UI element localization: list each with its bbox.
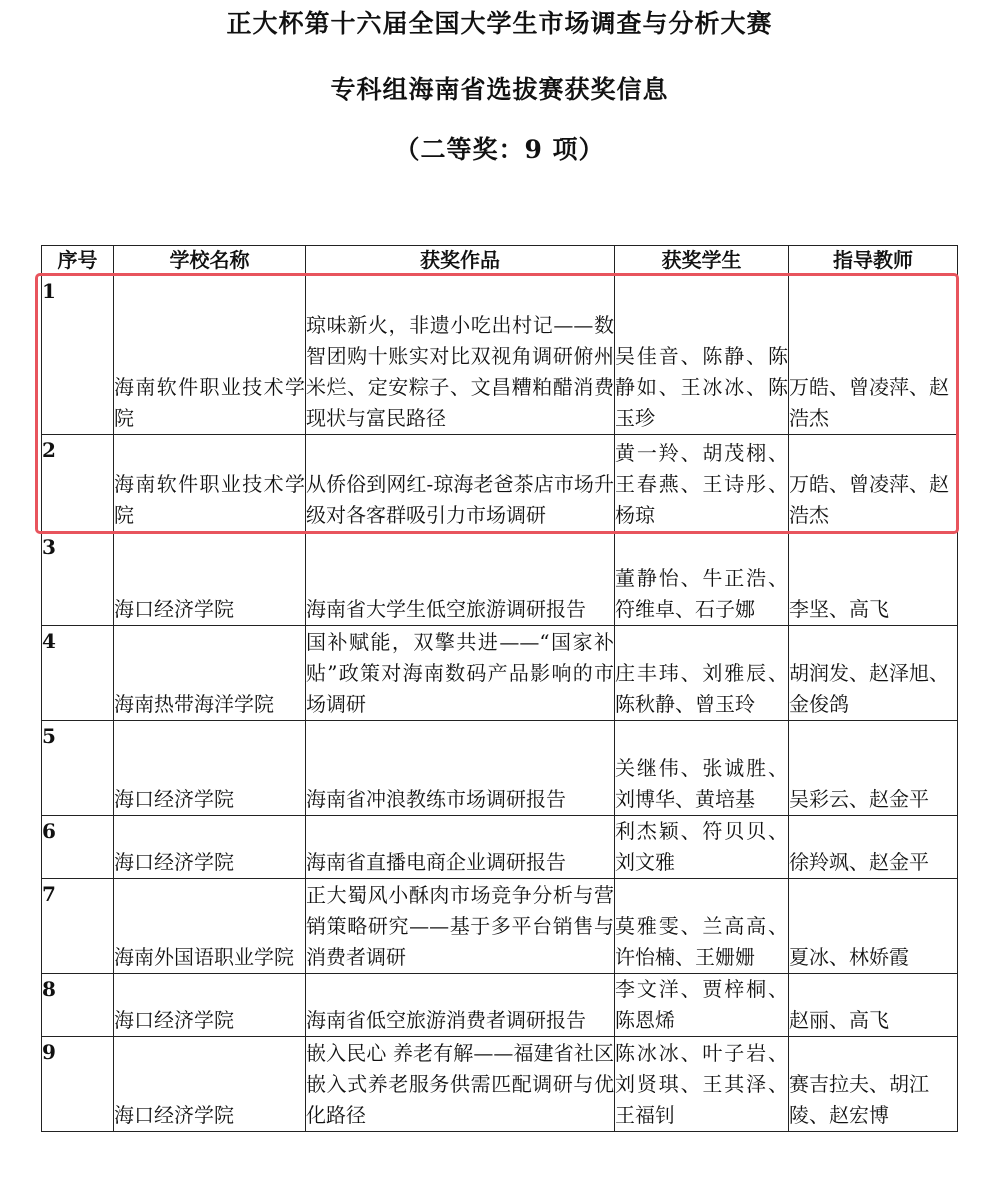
row-index: 4: [42, 626, 114, 721]
row-index: 9: [42, 1037, 114, 1132]
row-teachers: 万皓、曾凌萍、赵浩杰: [789, 435, 958, 532]
row-work: 海南省低空旅游消费者调研报告: [306, 974, 615, 1037]
table-header-row: [42, 246, 958, 276]
row-students: 庄丰玮、刘雅辰、陈秋静、曾玉玲: [615, 626, 789, 721]
table-row: [42, 974, 958, 1037]
row-teachers: 赛吉拉夫、胡江陵、赵宏博: [789, 1037, 958, 1132]
row-index: 2: [42, 435, 114, 532]
table-row: [42, 626, 958, 721]
row-students: 李文洋、贾梓桐、陈恩烯: [615, 974, 789, 1037]
row-work: 海南省冲浪教练市场调研报告: [306, 721, 615, 816]
title-line-1: 正大杯第十六届全国大学生市场调查与分析大赛: [226, 9, 773, 38]
title-line-3: （二等奖：9 项）: [394, 135, 605, 164]
row-teachers: 徐羚飒、赵金平: [789, 816, 958, 879]
row-work: 正大蜀风小酥肉市场竞争分析与营销策略研究——基于多平台销售与消费者调研: [306, 879, 615, 974]
row-students: 董静怡、牛正浩、符维卓、石子娜: [615, 532, 789, 626]
row-teachers: 李坚、高飞: [789, 532, 958, 626]
row-school: 海口经济学院: [114, 721, 306, 816]
header-school: 学校名称: [114, 246, 306, 276]
header-teachers: 指导教师: [789, 246, 958, 276]
row-school: 海口经济学院: [114, 816, 306, 879]
title-line-2: 专科组海南省选拔赛获奖信息: [330, 75, 669, 104]
row-teachers: 夏冰、林娇霞: [789, 879, 958, 974]
highlight-box: [35, 273, 959, 534]
table-row: [42, 879, 958, 974]
row-index: 1: [42, 276, 114, 435]
row-work: 海南省大学生低空旅游调研报告: [306, 532, 615, 626]
row-teachers: 胡润发、赵泽旭、金俊鸽: [789, 626, 958, 721]
row-work: 国补赋能，双擎共进——“国家补贴”政策对海南数码产品影响的市场调研: [306, 626, 615, 721]
row-teachers: 吴彩云、赵金平: [789, 721, 958, 816]
row-index: 8: [42, 974, 114, 1037]
row-work: 琼味新火，非遗小吃出村记——数智团购十账实对比双视角调研俯州米烂、定安粽子、文昌糟粕醋消费现状与富民路径: [306, 276, 615, 435]
row-school: 海南软件职业技术学院: [114, 276, 306, 435]
row-index: 5: [42, 721, 114, 816]
table-row: [42, 816, 958, 879]
row-students: 吴佳音、陈静、陈静如、王冰冰、陈玉珍: [615, 276, 789, 435]
row-students: 利杰颖、符贝贝、刘文雅: [615, 816, 789, 879]
row-students: 黄一羚、胡茂栩、王春燕、王诗彤、杨琼: [615, 435, 789, 532]
header-work: 获奖作品: [306, 246, 615, 276]
row-students: 关继伟、张诚胜、刘博华、黄培基: [615, 721, 789, 816]
header-index: 序号: [42, 246, 114, 276]
row-index: 7: [42, 879, 114, 974]
row-school: 海口经济学院: [114, 532, 306, 626]
table-row: [42, 721, 958, 816]
row-school: 海南外国语职业学院: [114, 879, 306, 974]
row-teachers: 赵丽、高飞: [789, 974, 958, 1037]
table-row: [42, 532, 958, 626]
table-row: [42, 1037, 958, 1132]
row-students: 陈冰冰、叶子岩、刘贤琪、王其泽、王福钊: [615, 1037, 789, 1132]
row-school: 海口经济学院: [114, 974, 306, 1037]
row-work: 嵌入民心 养老有解——福建省社区嵌入式养老服务供需匹配调研与优化路径: [306, 1037, 615, 1132]
row-teachers: 万皓、曾凌萍、赵浩杰: [789, 276, 958, 435]
row-school: 海口经济学院: [114, 1037, 306, 1132]
row-school: 海南软件职业技术学院: [114, 435, 306, 532]
row-school: 海南热带海洋学院: [114, 626, 306, 721]
row-index: 3: [42, 532, 114, 626]
row-index: 6: [42, 816, 114, 879]
row-work: 海南省直播电商企业调研报告: [306, 816, 615, 879]
row-students: 莫雅雯、兰高高、许怡楠、王姗姗: [615, 879, 789, 974]
row-work: 从侨俗到网红-琼海老爸茶店市场升级对各客群吸引力市场调研: [306, 435, 615, 532]
header-students: 获奖学生: [615, 246, 789, 276]
